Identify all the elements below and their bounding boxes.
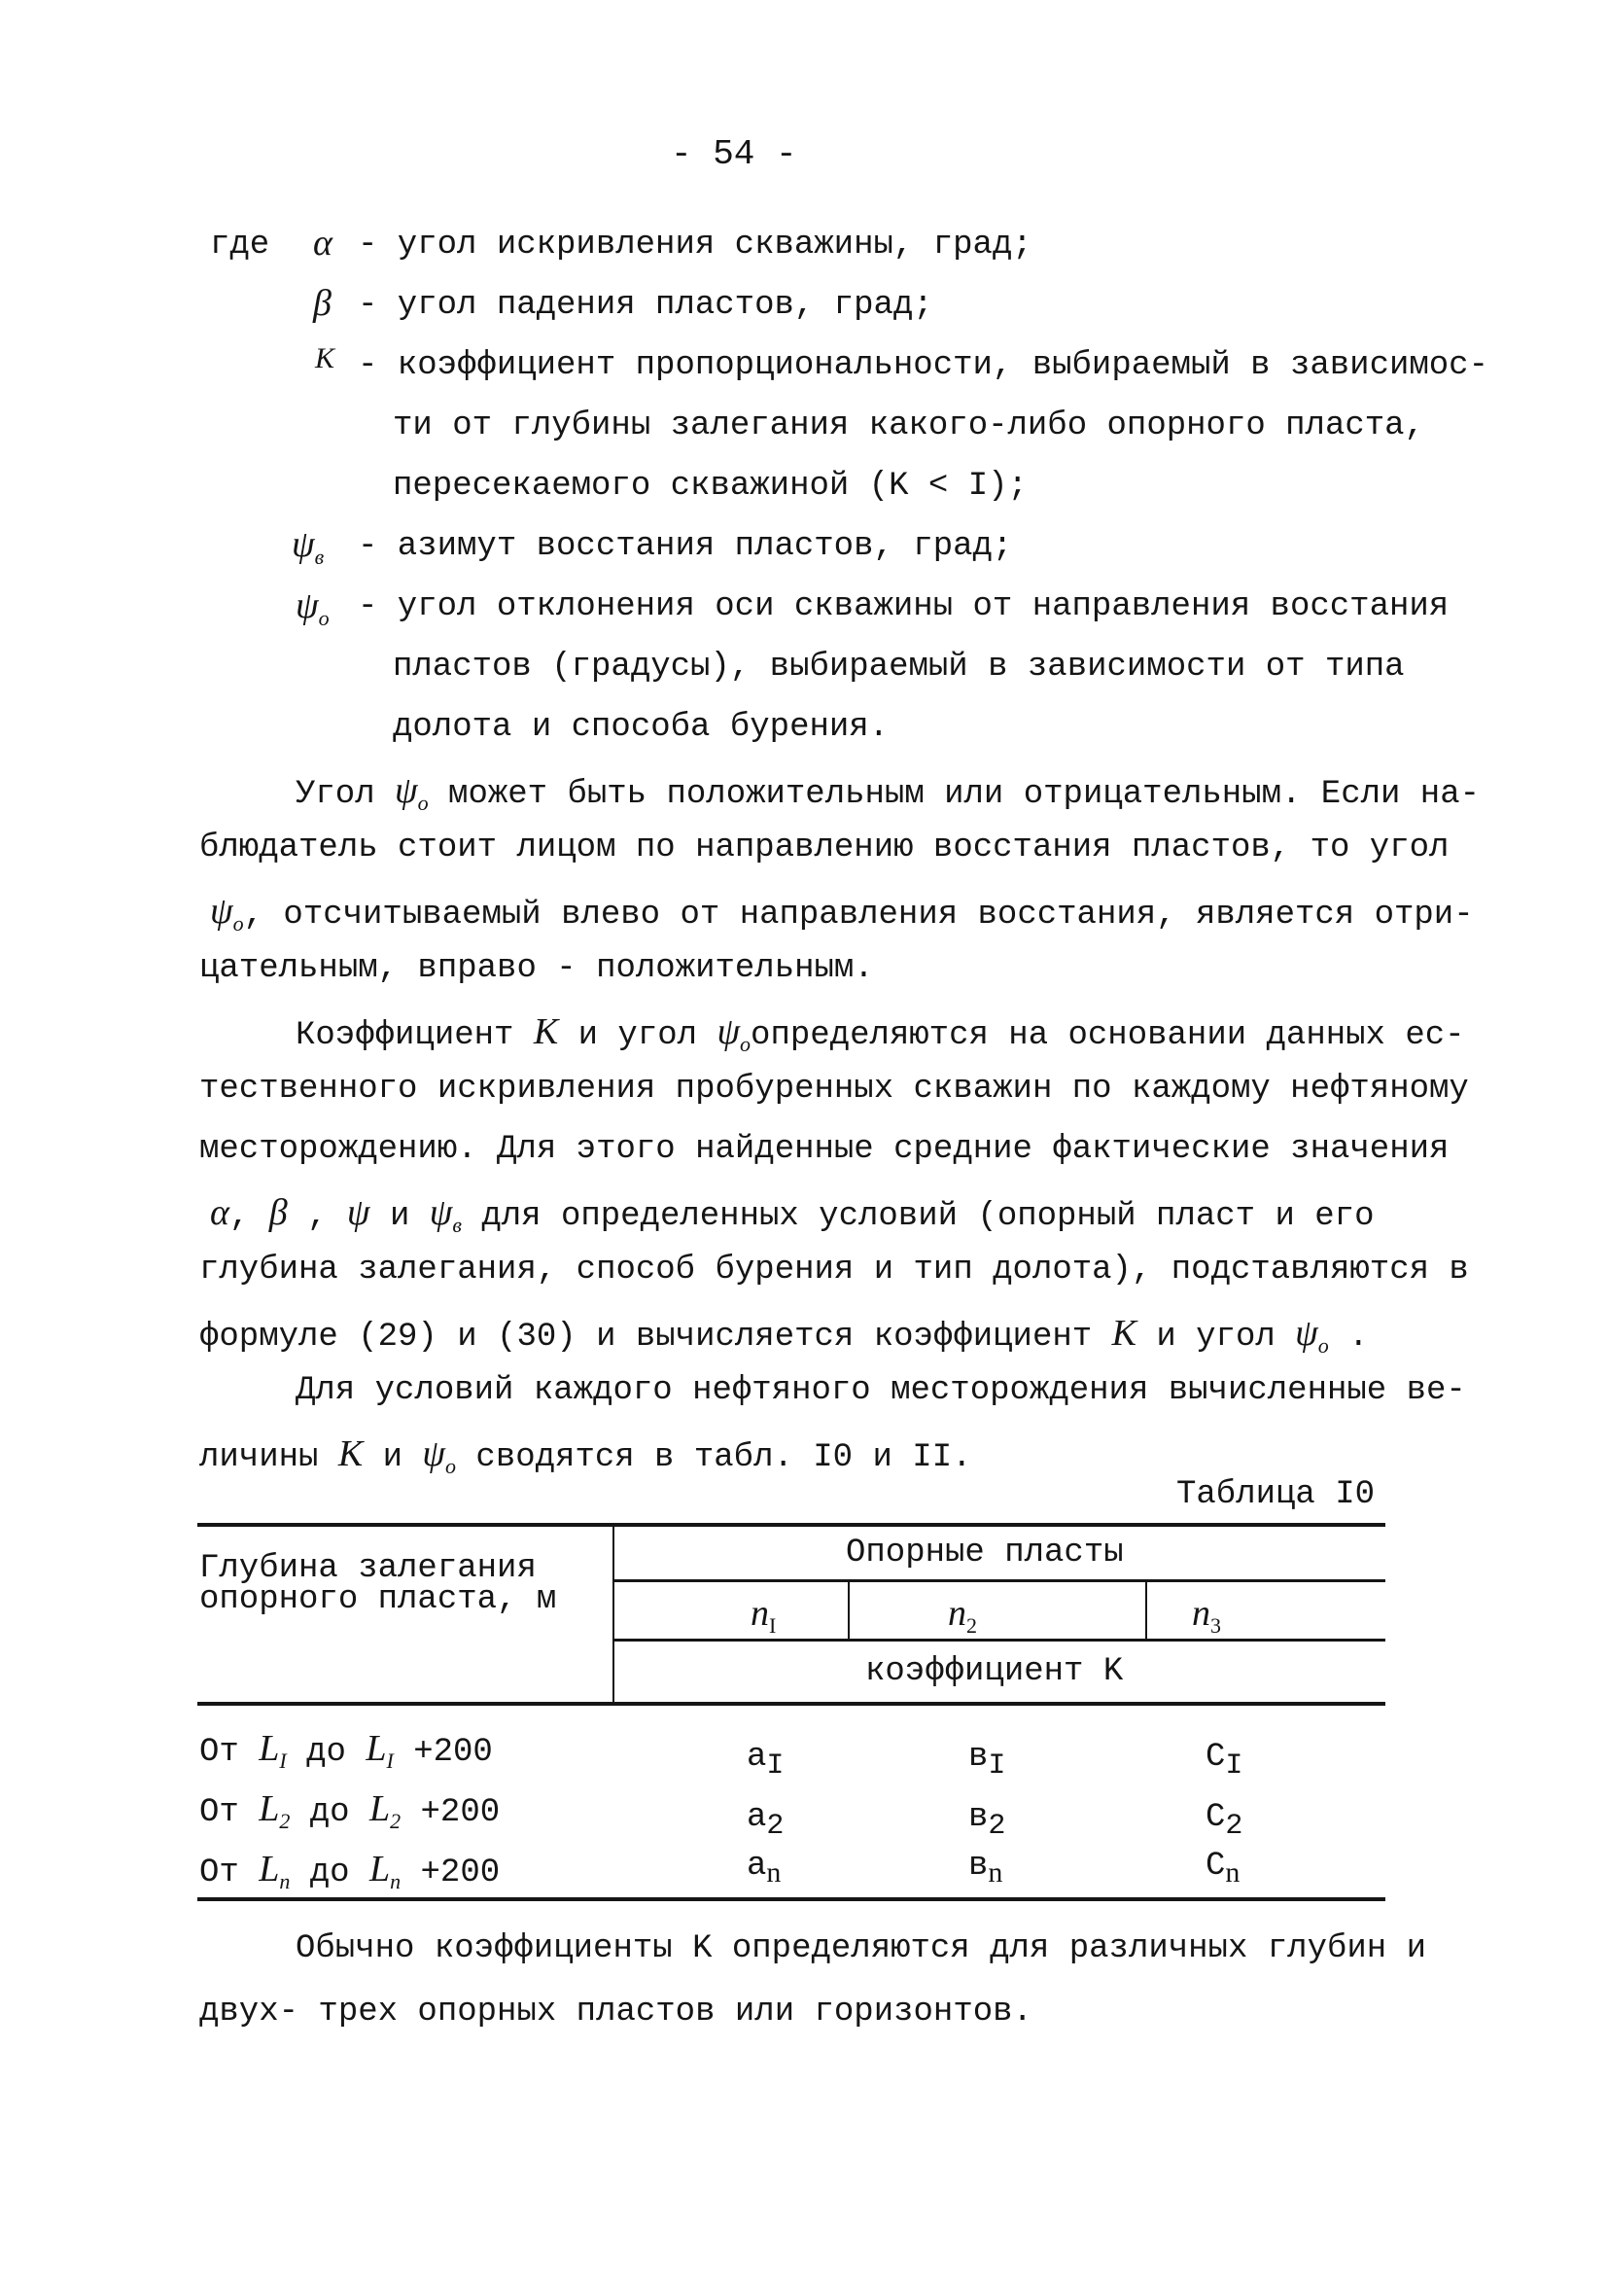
alpha-symbol: α: [313, 223, 332, 264]
beta-symbol: β: [313, 283, 332, 324]
row3-c: Cn: [1206, 1848, 1241, 1889]
beta-definition: - угол падения пластов, град;: [358, 287, 933, 324]
table-layers-rule: [614, 1579, 1385, 1582]
para2-line2: тественного искривления пробуренных скважин по каждому нефтяному: [199, 1071, 1469, 1108]
para3-line1: Для условий каждого нефтяного месторождения вычисленные ве-: [296, 1372, 1466, 1409]
layer-col-3: $n_3$: [1192, 1593, 1221, 1638]
layer-col-1: $n_I$: [751, 1593, 777, 1638]
table-row: От $L_n$ до $L_n +200$: [199, 1849, 501, 1893]
psi-0-definition-line3: долота и способа бурения.: [393, 709, 890, 746]
table-top-rule: [197, 1523, 1385, 1527]
row1-a: aI: [747, 1739, 785, 1783]
table-cols-bottom-rule: [614, 1639, 1385, 1642]
header-depth-line1: Глубина залегания: [199, 1550, 537, 1587]
psi-0-definition-line2: пластов (градусы), выбираемый в зависимости от типа: [393, 649, 1405, 686]
header-coefficient: коэффициент K: [865, 1653, 1124, 1690]
row3-b: вn: [968, 1848, 1003, 1889]
table-col-rule-2: [1145, 1581, 1147, 1640]
row1-b: вI: [968, 1739, 1006, 1783]
header-layers: Опорные пласты: [846, 1535, 1124, 1572]
para1-line2: блюдатель стоит лицом по направлению восстания пластов, то угол: [199, 830, 1450, 866]
table-bottom-rule: [197, 1897, 1385, 1901]
para3-line2: личины K и $\psi_о$ сводятся в табл. I0 и II.: [199, 1433, 972, 1478]
psi-b-symbol: $\psi_в$: [292, 524, 325, 569]
table-col-rule-1: [848, 1581, 850, 1640]
psi-0-symbol: $\psi_о$: [296, 585, 330, 630]
page-number: - 54 -: [671, 134, 797, 174]
para4-line2: двух- трех опорных пластов или горизонтов.: [199, 1994, 1032, 2031]
alpha-definition: - угол искривления скважины, град;: [358, 227, 1032, 264]
k-definition-line3: пересекаемого скважиной (K < I);: [393, 468, 1028, 505]
para2-line4: α, β , ψ и $\psi_в$ для определенных условий (опорный пласт и его: [210, 1192, 1375, 1237]
para1-line4: цательным, вправо - положительным.: [199, 950, 874, 987]
k-symbol: K: [315, 342, 335, 374]
para2-line6: формуле (29) и (30) и вычисляется коэффициент K и угол $\psi_о$ .: [199, 1313, 1369, 1358]
psi-0-definition-line1: - угол отклонения оси скважины от направления восстания: [358, 588, 1450, 625]
row1-c: CI: [1206, 1739, 1243, 1783]
table-caption: Таблица I0: [1176, 1476, 1376, 1513]
where-label: где: [210, 227, 270, 264]
table-row: От $L_I$ до $L_I +200$: [199, 1728, 493, 1773]
para2-line5: глубина залегания, способ бурения и тип долота), подставляются в: [199, 1252, 1469, 1289]
row3-a: an: [747, 1848, 782, 1889]
para4-line1: Обычно коэффициенты K определяются для различных глубин и: [296, 1930, 1426, 1967]
para2-line1: Коэффициент K и угол $\psi_оопределяются$ на основании данных ес-: [296, 1011, 1465, 1056]
header-depth-line2: опорного пласта, м: [199, 1581, 557, 1618]
psi-b-definition: - азимут восстания пластов, град;: [358, 528, 1013, 565]
row2-a: a2: [747, 1799, 785, 1843]
layer-col-2: $n_2$: [948, 1593, 977, 1638]
para1-line3: $\psi_о$, отсчитываемый влево от направления восстания, является отри-: [210, 891, 1474, 936]
table-header-vertical-rule: [612, 1523, 614, 1704]
k-definition-line2: ти от глубины залегания какого-либо опорного пласта,: [393, 407, 1424, 444]
k-definition-line1: - коэффициент пропорциональности, выбираемый в зависимос-: [358, 347, 1488, 384]
table-header-bottom-rule: [197, 1702, 1385, 1706]
row2-b: в2: [968, 1799, 1006, 1843]
para2-line3: месторождению. Для этого найденные средние фактические значения: [199, 1131, 1450, 1168]
table-row: От $L_2$ до $L_2 +200$: [199, 1788, 501, 1833]
para1-line1: Угол $\psi_о$ может быть положительным или отрицательным. Если на-: [296, 770, 1481, 815]
row2-c: C2: [1206, 1799, 1243, 1843]
